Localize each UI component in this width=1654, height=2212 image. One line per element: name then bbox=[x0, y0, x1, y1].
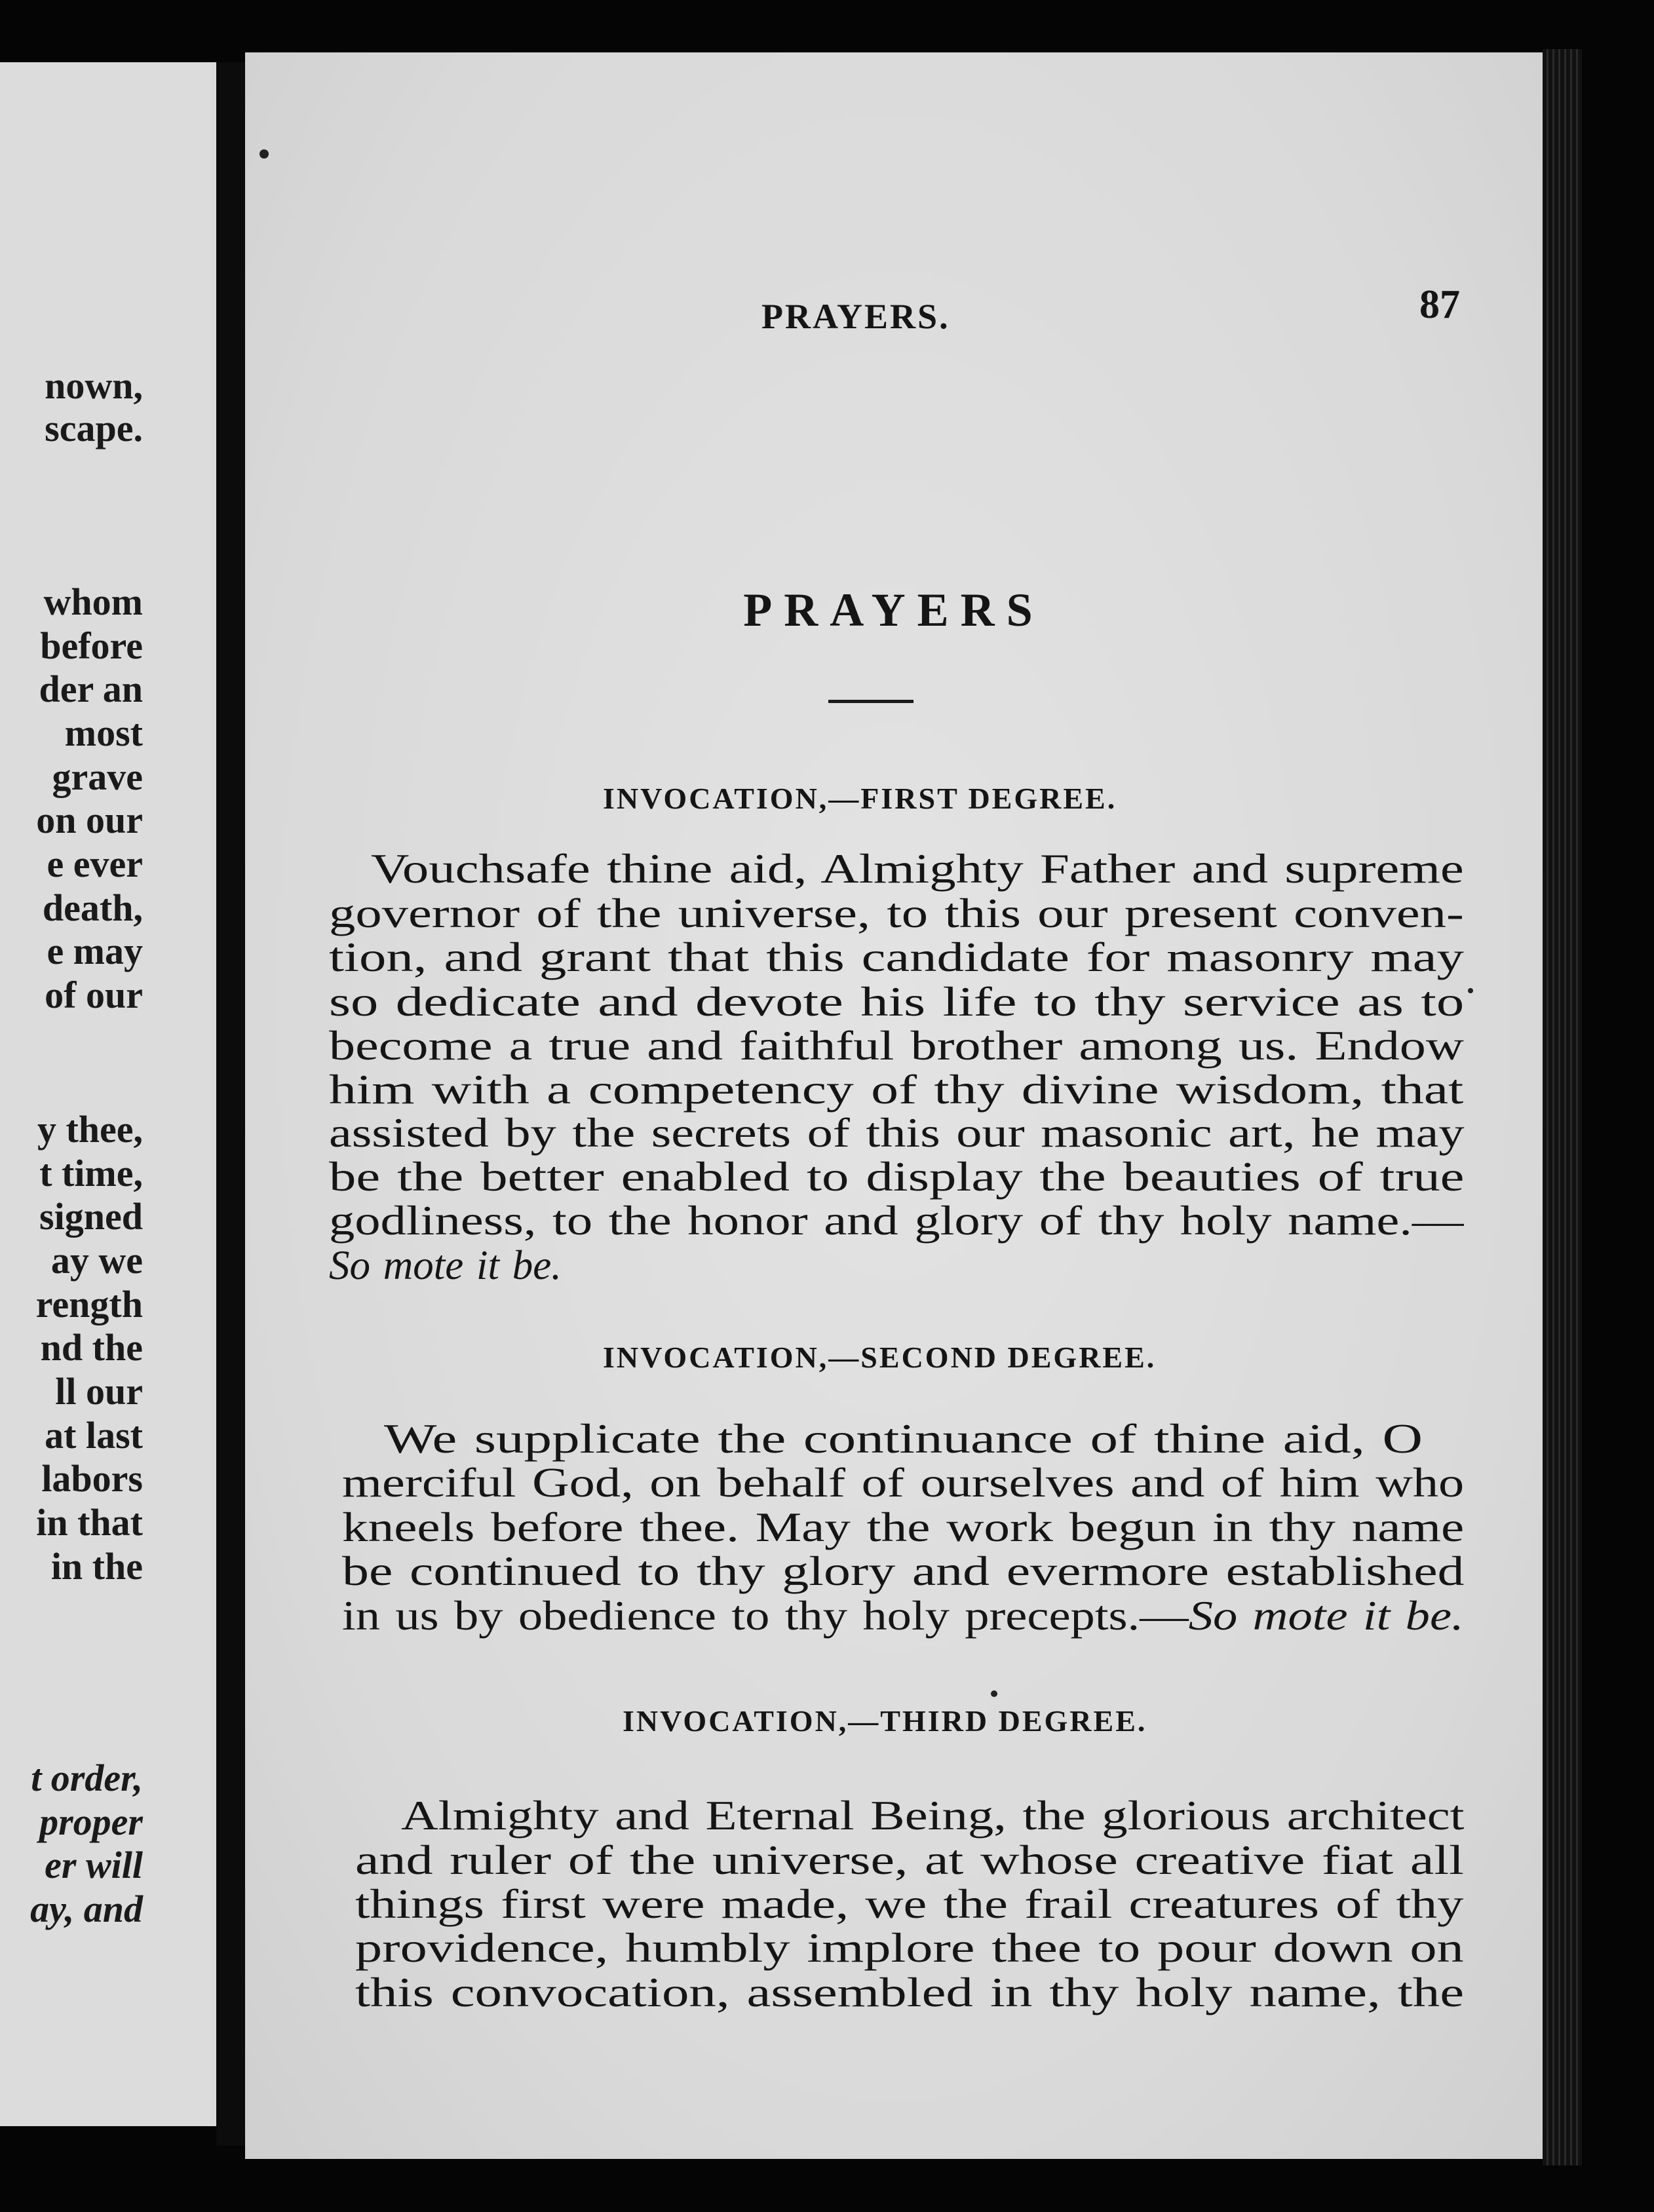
left-page-line: nown, bbox=[45, 364, 143, 407]
right-page bbox=[245, 52, 1543, 2159]
print-speck bbox=[991, 1690, 997, 1697]
left-page-line: proper bbox=[39, 1801, 143, 1843]
left-page-line: e may bbox=[47, 930, 143, 972]
line-text: him with a competency of thy divine wisdom, that bbox=[329, 1067, 1464, 1113]
left-page-line: e ever bbox=[47, 843, 143, 885]
text-line bbox=[329, 1156, 1464, 1198]
line-text: We supplicate the continuance of thine aid, O bbox=[384, 1416, 1423, 1462]
section-heading: INVOCATION,—FIRST DEGREE. bbox=[603, 782, 1117, 815]
text-line bbox=[355, 1837, 1464, 1883]
line-text: kneels before thee. May the work begun in thy name bbox=[342, 1504, 1465, 1550]
text-line bbox=[329, 1200, 1463, 1242]
left-page-line: nd the bbox=[40, 1326, 143, 1369]
left-page-line: most bbox=[64, 712, 143, 754]
title-rule bbox=[828, 700, 914, 703]
line-text: be continued to thy glory and evermore established bbox=[342, 1548, 1465, 1594]
line-text: so dedicate and devote his life to thy service as to bbox=[329, 979, 1465, 1025]
left-page-line: grave bbox=[52, 755, 143, 798]
line-text: assisted by the secrets of this our masonic art, he may bbox=[329, 1110, 1465, 1156]
text-line bbox=[355, 1881, 1464, 1927]
left-page-line: er will bbox=[45, 1844, 143, 1886]
left-page-line: labors bbox=[41, 1457, 143, 1500]
text-line bbox=[355, 1972, 1464, 2013]
line-text: merciful God, on behalf of ourselves and of him who bbox=[342, 1460, 1465, 1506]
left-facing-page bbox=[0, 62, 216, 2126]
line-text: things first were made, we the frail creatures of thy bbox=[355, 1881, 1464, 1927]
line-text: be the better enabled to display the beauties of true bbox=[329, 1154, 1465, 1200]
text-line bbox=[342, 1504, 1465, 1550]
line-text: this convocation, assembled in thy holy name, the bbox=[355, 1970, 1465, 2015]
line-italic-text: So mote it be. bbox=[1188, 1593, 1464, 1639]
section-heading: INVOCATION,—SECOND DEGREE. bbox=[603, 1341, 1157, 1374]
line-text: and ruler of the universe, at whose creative fiat all bbox=[355, 1837, 1464, 1883]
left-page-line: at last bbox=[45, 1414, 143, 1457]
line-text: tion, and grant that this candidate for masonry may bbox=[329, 934, 1464, 980]
left-page-line: on our bbox=[36, 799, 143, 841]
line-text: in us by obedience to thy holy precepts.— bbox=[342, 1593, 1189, 1639]
left-page-line: signed bbox=[39, 1195, 143, 1238]
line-italic-text: So mote it be. bbox=[329, 1242, 562, 1288]
left-page-line: of our bbox=[45, 974, 143, 1016]
left-page-line: t order, bbox=[31, 1757, 143, 1799]
left-page-line: t time, bbox=[39, 1152, 143, 1194]
text-line bbox=[355, 1925, 1464, 1971]
line-text: providence, humbly implore thee to pour down on bbox=[355, 1925, 1464, 1971]
left-page-line: y thee, bbox=[37, 1108, 143, 1151]
left-page-line: in that bbox=[36, 1501, 143, 1544]
book-gutter bbox=[216, 62, 245, 2146]
text-line bbox=[329, 934, 1464, 980]
line-text: governor of the universe, to this our present conven- bbox=[329, 890, 1464, 936]
left-page-line: der an bbox=[39, 668, 143, 710]
left-page-line: before bbox=[40, 624, 143, 667]
left-page-line: scape. bbox=[45, 407, 143, 449]
left-page-line: whom bbox=[43, 581, 143, 623]
text-line bbox=[384, 1416, 1423, 1462]
chapter-title: PRAYERS bbox=[743, 584, 1045, 636]
text-line bbox=[329, 1025, 1464, 1067]
left-page-line: ay we bbox=[50, 1239, 143, 1282]
text-line bbox=[329, 1069, 1463, 1111]
left-page-line: death, bbox=[42, 887, 143, 929]
running-head: PRAYERS. bbox=[761, 297, 950, 336]
line-text: Vouchsafe thine aid, Almighty Father and supreme bbox=[371, 846, 1464, 892]
page-block-edge bbox=[1543, 49, 1582, 2165]
text-line bbox=[342, 1595, 1464, 1637]
text-line bbox=[342, 1462, 1464, 1504]
print-speck bbox=[1468, 988, 1473, 993]
section-heading: INVOCATION,—THIRD DEGREE. bbox=[623, 1704, 1147, 1738]
left-page-line: in the bbox=[50, 1545, 143, 1588]
page-number: 87 bbox=[1419, 282, 1460, 327]
line-text: godliness, to the honor and glory of thy holy name.— bbox=[329, 1198, 1464, 1244]
print-speck bbox=[260, 149, 269, 159]
left-page-line: rength bbox=[35, 1283, 143, 1325]
text-line bbox=[329, 890, 1464, 936]
text-line bbox=[371, 846, 1464, 892]
text-line bbox=[342, 1548, 1465, 1594]
text-line bbox=[329, 1242, 562, 1288]
line-text: become a true and faithful brother among us. Endow bbox=[329, 1023, 1464, 1069]
left-page-line: ll our bbox=[55, 1370, 143, 1413]
line-text: Almighty and Eternal Being, the glorious architect bbox=[401, 1793, 1465, 1839]
left-page-line: ay, and bbox=[30, 1888, 143, 1930]
text-line bbox=[401, 1795, 1465, 1837]
text-line bbox=[329, 979, 1465, 1025]
text-line bbox=[329, 1110, 1465, 1156]
